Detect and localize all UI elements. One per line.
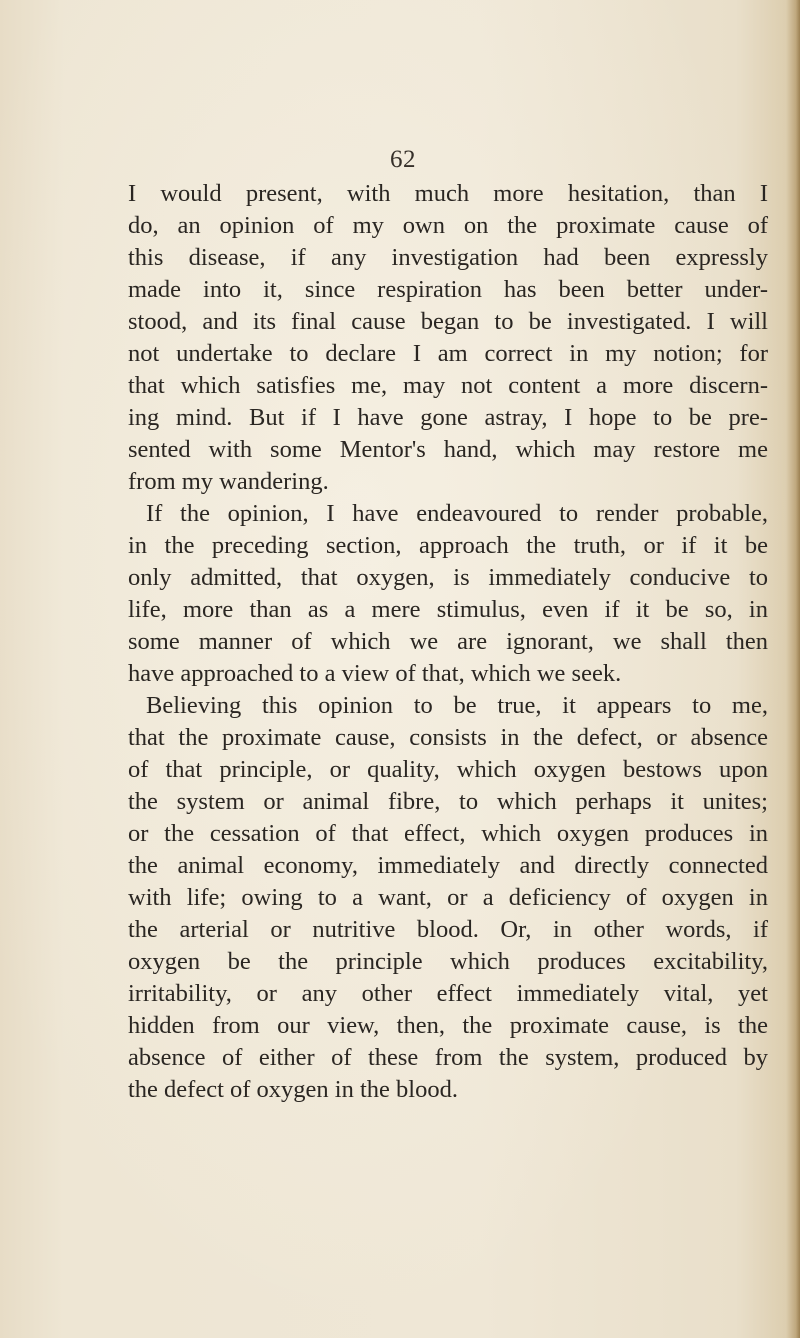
text-line: have approached to a view of that, which we seek.: [128, 660, 622, 687]
text-line: the defect of oxygen in the blood.: [128, 1076, 458, 1103]
text-line: that which satisfies me, may not content a more discern-: [128, 372, 768, 399]
page-edge-shadow: [786, 0, 800, 1338]
text-line: the arterial or nutritive blood. Or, in other words, if: [128, 916, 768, 943]
text-line: made into it, since respiration has been better under-: [128, 276, 768, 303]
text-line: life, more than as a mere stimulus, even if it be so, in: [128, 596, 768, 623]
text-line: of that principle, or quality, which oxygen bestows upon: [128, 756, 768, 783]
text-line: that the proximate cause, consists in the defect, or absence: [128, 724, 768, 751]
text-line: sented with some Mentor's hand, which may restore me: [128, 436, 768, 463]
text-line: not undertake to declare I am correct in my notion; for: [128, 340, 768, 367]
text-line: do, an opinion of my own on the proximate cause of: [128, 212, 768, 239]
text-line: ing mind. But if I have gone astray, I hope to be pre-: [128, 404, 768, 431]
text-line: If the opinion, I have endeavoured to render probable,: [146, 500, 768, 527]
text-line: irritability, or any other effect immediately vital, yet: [128, 980, 768, 1007]
text-line: stood, and its final cause began to be investigated. I will: [128, 308, 768, 335]
text-line: in the preceding section, approach the truth, or if it be: [128, 532, 768, 559]
text-line: some manner of which we are ignorant, we shall then: [128, 628, 768, 655]
text-line: I would present, with much more hesitation, than I: [128, 180, 768, 207]
text-line: hidden from our view, then, the proximate cause, is the: [128, 1012, 768, 1039]
text-line: this disease, if any investigation had been expressly: [128, 244, 768, 271]
text-line: the animal economy, immediately and directly connected: [128, 852, 768, 879]
text-line: the system or animal fibre, to which perhaps it unites;: [128, 788, 768, 815]
text-line: absence of either of these from the system, produced by: [128, 1044, 768, 1071]
text-line: Believing this opinion to be true, it appears to me,: [146, 692, 768, 719]
page-number: 62: [390, 146, 416, 173]
text-line: with life; owing to a want, or a deficiency of oxygen in: [128, 884, 768, 911]
text-line: only admitted, that oxygen, is immediately conducive to: [128, 564, 768, 591]
text-line: oxygen be the principle which produces excitability,: [128, 948, 768, 975]
text-line: or the cessation of that effect, which oxygen produces in: [128, 820, 768, 847]
text-line: from my wandering.: [128, 468, 329, 495]
body-text: [128, 178, 768, 1106]
